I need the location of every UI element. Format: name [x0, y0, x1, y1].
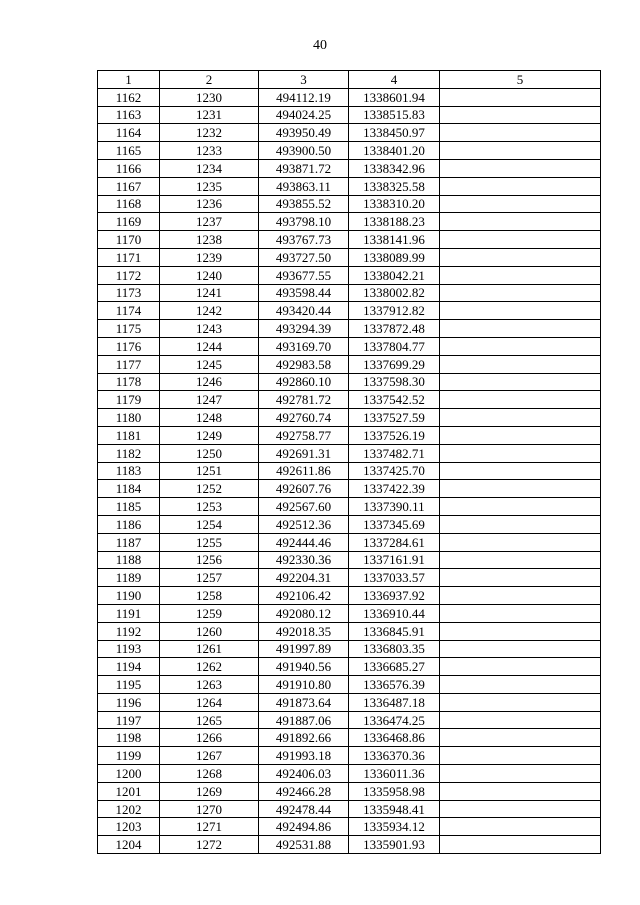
- table-cell: 492080.12: [259, 604, 349, 622]
- table-row: [98, 711, 601, 729]
- table-cell: [440, 355, 601, 373]
- table-cell: 1172: [98, 266, 160, 284]
- table-row: [98, 640, 601, 658]
- table-row: [98, 498, 601, 516]
- table-cell: 1178: [98, 373, 160, 391]
- table-cell: 1336011.36: [349, 765, 440, 783]
- table-row: [98, 818, 601, 836]
- table-row: [98, 462, 601, 480]
- table-cell: 492204.31: [259, 569, 349, 587]
- table-cell: 1337872.48: [349, 320, 440, 338]
- table-row: [98, 302, 601, 320]
- column-header: 2: [160, 71, 259, 89]
- table-cell: 1253: [160, 498, 259, 516]
- table-cell: 493677.55: [259, 266, 349, 284]
- table-cell: 1337598.30: [349, 373, 440, 391]
- table-cell: 1337542.52: [349, 391, 440, 409]
- table-row: [98, 266, 601, 284]
- coordinates-table: [97, 70, 601, 854]
- table-cell: 1337033.57: [349, 569, 440, 587]
- table-cell: 1183: [98, 462, 160, 480]
- table-row: [98, 284, 601, 302]
- table-cell: 1337345.69: [349, 515, 440, 533]
- table-row: [98, 409, 601, 427]
- table-cell: [440, 604, 601, 622]
- table-cell: 1235: [160, 177, 259, 195]
- table-cell: 1338089.99: [349, 248, 440, 266]
- table-cell: 493598.44: [259, 284, 349, 302]
- table-cell: 1260: [160, 622, 259, 640]
- table-cell: [440, 284, 601, 302]
- table-row: [98, 747, 601, 765]
- table-cell: [440, 800, 601, 818]
- table-row: [98, 177, 601, 195]
- table-cell: 1261: [160, 640, 259, 658]
- table-cell: [440, 159, 601, 177]
- table-cell: 1336370.36: [349, 747, 440, 765]
- table-row: [98, 782, 601, 800]
- table-cell: 1335958.98: [349, 782, 440, 800]
- table-cell: 1338188.23: [349, 213, 440, 231]
- table-cell: 491892.66: [259, 729, 349, 747]
- table-cell: 1251: [160, 462, 259, 480]
- table-cell: 1336487.18: [349, 693, 440, 711]
- table-cell: [440, 480, 601, 498]
- table-cell: 493798.10: [259, 213, 349, 231]
- table-cell: 1338325.58: [349, 177, 440, 195]
- table-cell: 1254: [160, 515, 259, 533]
- table-cell: [440, 142, 601, 160]
- table-cell: 1336937.92: [349, 587, 440, 605]
- table-row: [98, 836, 601, 854]
- table-row: [98, 124, 601, 142]
- table-cell: 492406.03: [259, 765, 349, 783]
- table-cell: 1337912.82: [349, 302, 440, 320]
- table-row: [98, 391, 601, 409]
- table-cell: 1175: [98, 320, 160, 338]
- table-cell: 1337422.39: [349, 480, 440, 498]
- table-row: [98, 729, 601, 747]
- table-cell: 1268: [160, 765, 259, 783]
- table-cell: 1163: [98, 106, 160, 124]
- table-cell: 1249: [160, 426, 259, 444]
- table-cell: 1192: [98, 622, 160, 640]
- table-cell: 1270: [160, 800, 259, 818]
- table-cell: [440, 533, 601, 551]
- table-cell: 1200: [98, 765, 160, 783]
- table-row: [98, 480, 601, 498]
- table-row: [98, 515, 601, 533]
- column-header: 3: [259, 71, 349, 89]
- table-cell: 1239: [160, 248, 259, 266]
- table-cell: 1185: [98, 498, 160, 516]
- table-body: [98, 88, 601, 853]
- table-row: [98, 622, 601, 640]
- table-cell: 493294.39: [259, 320, 349, 338]
- table-cell: [440, 765, 601, 783]
- table-cell: [440, 587, 601, 605]
- table-cell: 493863.11: [259, 177, 349, 195]
- table-cell: 493727.50: [259, 248, 349, 266]
- table-cell: [440, 462, 601, 480]
- table-cell: 1181: [98, 426, 160, 444]
- table-cell: [440, 818, 601, 836]
- table-cell: [440, 391, 601, 409]
- table-cell: 491997.89: [259, 640, 349, 658]
- table-cell: [440, 569, 601, 587]
- table-row: [98, 248, 601, 266]
- table-cell: 1204: [98, 836, 160, 854]
- table-cell: 1337699.29: [349, 355, 440, 373]
- table-cell: 1256: [160, 551, 259, 569]
- table-cell: [440, 640, 601, 658]
- table-cell: 492607.76: [259, 480, 349, 498]
- table-cell: 1336576.39: [349, 676, 440, 694]
- table-cell: 1248: [160, 409, 259, 427]
- table-cell: 1173: [98, 284, 160, 302]
- table-cell: 492330.36: [259, 551, 349, 569]
- table-row: [98, 106, 601, 124]
- table-cell: 1196: [98, 693, 160, 711]
- table-cell: 1201: [98, 782, 160, 800]
- table-cell: 1179: [98, 391, 160, 409]
- table-row: [98, 195, 601, 213]
- table-cell: [440, 409, 601, 427]
- table-cell: 1338310.20: [349, 195, 440, 213]
- table-cell: 1191: [98, 604, 160, 622]
- table-row: [98, 88, 601, 106]
- table-cell: 493169.70: [259, 337, 349, 355]
- table-cell: [440, 729, 601, 747]
- table-cell: 1171: [98, 248, 160, 266]
- table-cell: 1267: [160, 747, 259, 765]
- table-cell: 1234: [160, 159, 259, 177]
- table-cell: 1237: [160, 213, 259, 231]
- table-row: [98, 800, 601, 818]
- table-cell: 1255: [160, 533, 259, 551]
- table-cell: 1335948.41: [349, 800, 440, 818]
- table-cell: 1258: [160, 587, 259, 605]
- table-cell: 1182: [98, 444, 160, 462]
- table-row: [98, 444, 601, 462]
- table-row: [98, 551, 601, 569]
- table-cell: 1199: [98, 747, 160, 765]
- page-number: 40: [313, 38, 327, 53]
- table-cell: 1180: [98, 409, 160, 427]
- table-cell: 1170: [98, 231, 160, 249]
- table-cell: 1336685.27: [349, 658, 440, 676]
- table-cell: 1266: [160, 729, 259, 747]
- table-cell: 1169: [98, 213, 160, 231]
- table-cell: 491910.80: [259, 676, 349, 694]
- table-cell: 492512.36: [259, 515, 349, 533]
- table-cell: 1194: [98, 658, 160, 676]
- table-row: [98, 658, 601, 676]
- table-cell: 1236: [160, 195, 259, 213]
- table-cell: 492567.60: [259, 498, 349, 516]
- table-cell: [440, 320, 601, 338]
- table-cell: 1259: [160, 604, 259, 622]
- table-cell: 492983.58: [259, 355, 349, 373]
- table-cell: 1337284.61: [349, 533, 440, 551]
- table-row: [98, 213, 601, 231]
- table-row: [98, 231, 601, 249]
- table-cell: 492444.46: [259, 533, 349, 551]
- table-cell: 1337804.77: [349, 337, 440, 355]
- table-cell: 492760.74: [259, 409, 349, 427]
- table-cell: 492466.28: [259, 782, 349, 800]
- table-cell: 493871.72: [259, 159, 349, 177]
- table-cell: 1336845.91: [349, 622, 440, 640]
- table-cell: 494024.25: [259, 106, 349, 124]
- table-row: [98, 587, 601, 605]
- table-cell: 1230: [160, 88, 259, 106]
- table-cell: 1167: [98, 177, 160, 195]
- table-row: [98, 765, 601, 783]
- table-cell: 1338515.83: [349, 106, 440, 124]
- table-cell: 1193: [98, 640, 160, 658]
- table-cell: 1337527.59: [349, 409, 440, 427]
- table-cell: 1338002.82: [349, 284, 440, 302]
- table-cell: 492494.86: [259, 818, 349, 836]
- table-cell: 493767.73: [259, 231, 349, 249]
- table-cell: 1189: [98, 569, 160, 587]
- table-row: [98, 320, 601, 338]
- table-row: [98, 426, 601, 444]
- table-cell: 491940.56: [259, 658, 349, 676]
- table-cell: 492106.42: [259, 587, 349, 605]
- table-cell: 493900.50: [259, 142, 349, 160]
- table-cell: 1338342.96: [349, 159, 440, 177]
- table-cell: [440, 88, 601, 106]
- table-cell: 1271: [160, 818, 259, 836]
- table-cell: 491887.06: [259, 711, 349, 729]
- table-header-row: [98, 71, 601, 89]
- table-cell: [440, 693, 601, 711]
- table-cell: [440, 426, 601, 444]
- table-cell: [440, 747, 601, 765]
- table-cell: [440, 711, 601, 729]
- table-cell: 1336474.25: [349, 711, 440, 729]
- table-row: [98, 569, 601, 587]
- table-cell: 1203: [98, 818, 160, 836]
- table-cell: 1164: [98, 124, 160, 142]
- table-cell: 1265: [160, 711, 259, 729]
- table-cell: [440, 231, 601, 249]
- table-cell: [440, 515, 601, 533]
- table-cell: 1166: [98, 159, 160, 177]
- table-cell: 1240: [160, 266, 259, 284]
- table-cell: 494112.19: [259, 88, 349, 106]
- table-row: [98, 159, 601, 177]
- table-cell: [440, 836, 601, 854]
- table-cell: [440, 498, 601, 516]
- table-cell: 492860.10: [259, 373, 349, 391]
- table-cell: 1338141.96: [349, 231, 440, 249]
- table-cell: 1338450.97: [349, 124, 440, 142]
- table-cell: [440, 106, 601, 124]
- table-cell: 1184: [98, 480, 160, 498]
- table-cell: 1257: [160, 569, 259, 587]
- table-row: [98, 604, 601, 622]
- table-cell: 1252: [160, 480, 259, 498]
- table-cell: 1174: [98, 302, 160, 320]
- table-cell: 1336910.44: [349, 604, 440, 622]
- table-cell: [440, 302, 601, 320]
- table-cell: 1198: [98, 729, 160, 747]
- table-cell: 1162: [98, 88, 160, 106]
- table-cell: 1165: [98, 142, 160, 160]
- table-cell: [440, 551, 601, 569]
- table-cell: 493855.52: [259, 195, 349, 213]
- table-cell: 1233: [160, 142, 259, 160]
- table-cell: [440, 213, 601, 231]
- table-cell: 1337526.19: [349, 426, 440, 444]
- table-cell: [440, 373, 601, 391]
- table-cell: [440, 444, 601, 462]
- table-cell: [440, 248, 601, 266]
- table-cell: 1262: [160, 658, 259, 676]
- table-cell: 1231: [160, 106, 259, 124]
- table-cell: 1238: [160, 231, 259, 249]
- table-cell: [440, 337, 601, 355]
- table-cell: 1242: [160, 302, 259, 320]
- table-cell: 1250: [160, 444, 259, 462]
- table-cell: [440, 676, 601, 694]
- table-cell: 1187: [98, 533, 160, 551]
- table-cell: 1263: [160, 676, 259, 694]
- table-cell: 492531.88: [259, 836, 349, 854]
- table-row: [98, 142, 601, 160]
- table-cell: 1336803.35: [349, 640, 440, 658]
- table-cell: 1336468.86: [349, 729, 440, 747]
- table-cell: [440, 782, 601, 800]
- table-row: [98, 337, 601, 355]
- table-cell: 1335934.12: [349, 818, 440, 836]
- table-cell: 1337161.91: [349, 551, 440, 569]
- column-header: 4: [349, 71, 440, 89]
- table-row: [98, 533, 601, 551]
- table-cell: 492478.44: [259, 800, 349, 818]
- table-cell: 492781.72: [259, 391, 349, 409]
- table-cell: [440, 177, 601, 195]
- table-cell: 1245: [160, 355, 259, 373]
- table-cell: 1264: [160, 693, 259, 711]
- table-cell: 1335901.93: [349, 836, 440, 854]
- table-row: [98, 693, 601, 711]
- table-row: [98, 355, 601, 373]
- table-cell: 1244: [160, 337, 259, 355]
- table-row: [98, 373, 601, 391]
- table-cell: 1188: [98, 551, 160, 569]
- table-cell: 1269: [160, 782, 259, 800]
- table-cell: 1337390.11: [349, 498, 440, 516]
- table-cell: 1243: [160, 320, 259, 338]
- table-cell: [440, 266, 601, 284]
- table-cell: 1247: [160, 391, 259, 409]
- table-cell: 1176: [98, 337, 160, 355]
- table-cell: 1338042.21: [349, 266, 440, 284]
- column-header: 5: [440, 71, 601, 89]
- table-cell: 1232: [160, 124, 259, 142]
- table-cell: 1338601.94: [349, 88, 440, 106]
- table-cell: [440, 124, 601, 142]
- table-cell: 491993.18: [259, 747, 349, 765]
- table-row: [98, 676, 601, 694]
- table-cell: [440, 658, 601, 676]
- column-header: 1: [98, 71, 160, 89]
- table-cell: 1337482.71: [349, 444, 440, 462]
- table-cell: 493420.44: [259, 302, 349, 320]
- table-cell: 1272: [160, 836, 259, 854]
- table-cell: [440, 622, 601, 640]
- table-cell: 1337425.70: [349, 462, 440, 480]
- table-cell: 1338401.20: [349, 142, 440, 160]
- table-cell: 492611.86: [259, 462, 349, 480]
- table-cell: 492691.31: [259, 444, 349, 462]
- table-cell: 492018.35: [259, 622, 349, 640]
- table-cell: [440, 195, 601, 213]
- table-cell: 1190: [98, 587, 160, 605]
- table-cell: 493950.49: [259, 124, 349, 142]
- table-cell: 1177: [98, 355, 160, 373]
- table-cell: 1202: [98, 800, 160, 818]
- table-cell: 1168: [98, 195, 160, 213]
- table-cell: 1195: [98, 676, 160, 694]
- table-cell: 1246: [160, 373, 259, 391]
- table-cell: 492758.77: [259, 426, 349, 444]
- table-cell: 1241: [160, 284, 259, 302]
- table-cell: 491873.64: [259, 693, 349, 711]
- table-cell: 1186: [98, 515, 160, 533]
- table-cell: 1197: [98, 711, 160, 729]
